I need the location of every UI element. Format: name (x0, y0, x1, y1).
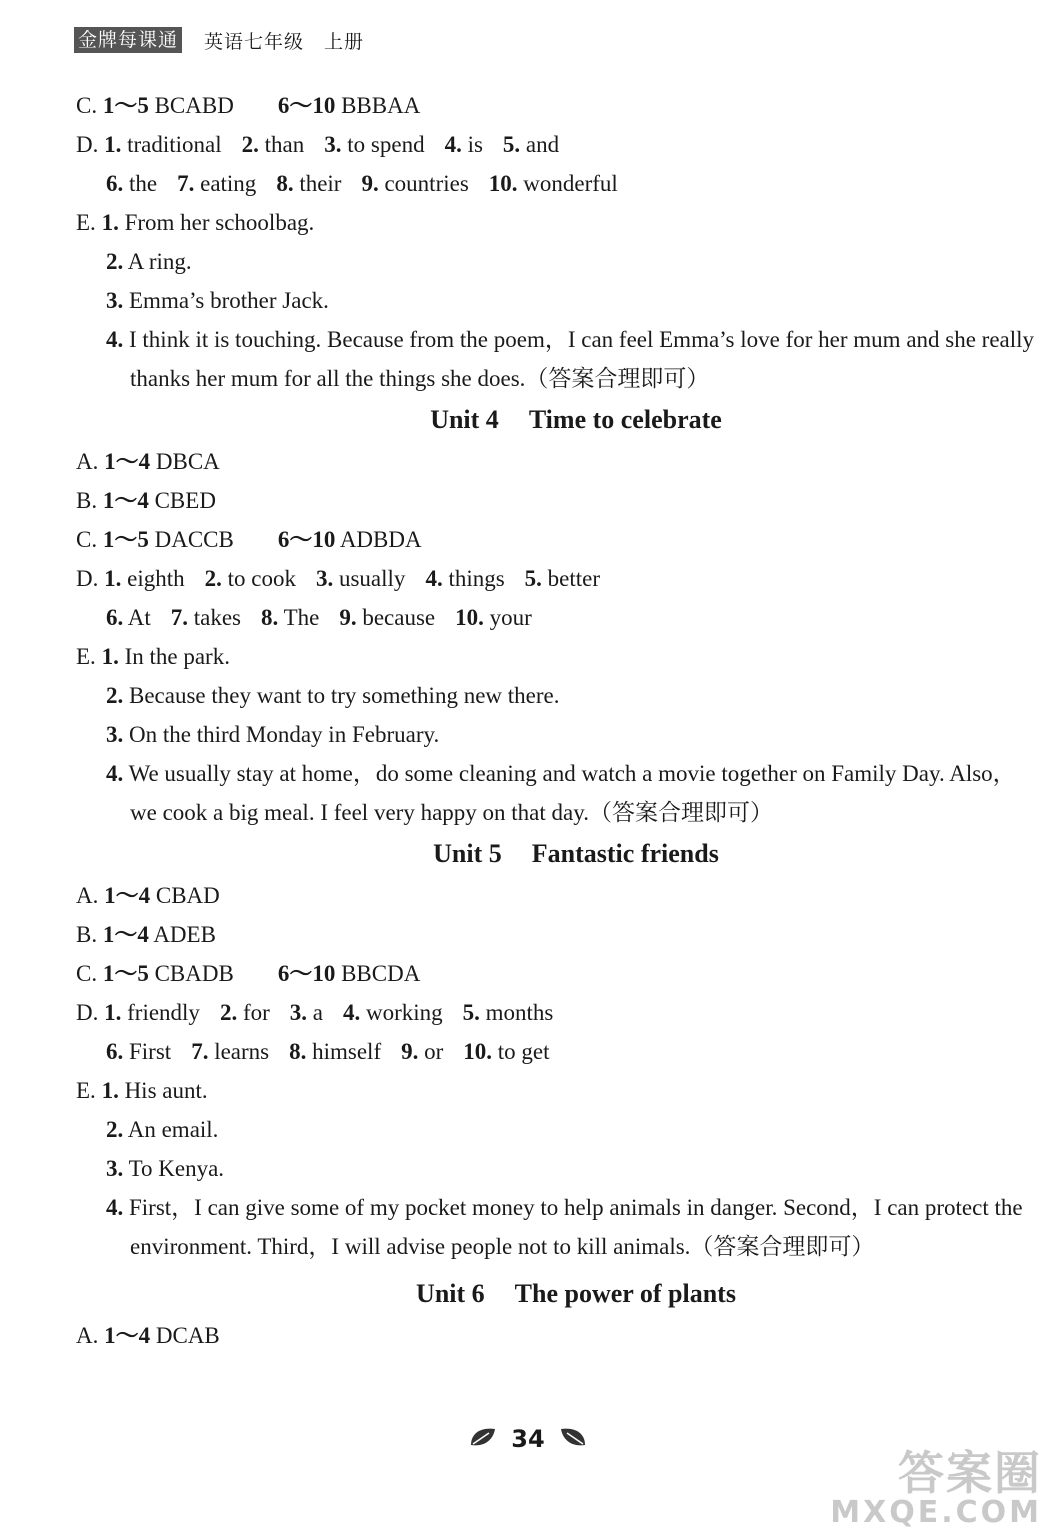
u4-section-e-item3: 3. On the third Monday in February. (106, 722, 440, 747)
unit-4-heading: Unit 4 Time to celebrate (430, 405, 722, 434)
u4-section-e-item2: 2. Because they want to try something new there. (106, 683, 560, 708)
leaf-icon-left (469, 1425, 497, 1455)
leaf-icon-right (559, 1425, 587, 1455)
watermark-logo-text: 答案圈 (898, 1446, 1042, 1500)
u3-section-e-item1: E. 1. From her schoolbag. (76, 210, 315, 235)
u5-section-e-item3: 3. To Kenya. (106, 1156, 225, 1181)
u5-section-d-line2: 6. First 7. learns 8. himself 9. or 10. to get (106, 1039, 550, 1064)
page-number: 34 (511, 1425, 545, 1453)
site-watermark (830, 1448, 1042, 1528)
u5-section-e-item2: 2. An email. (106, 1117, 219, 1142)
watermark-url: MXQE.COM (830, 1495, 1042, 1530)
u4-section-e-item4: 4. We usually stay at home，do some cleaning and watch a movie together on Family Day. Also，we cook a big meal. I feel very happy on that day.（答案合理即可） (106, 761, 1016, 825)
u4-section-d-line1: D. 1. eighth 2. to cook 3. usually 4. things 5. better (76, 566, 601, 591)
u5-section-d-line1: D. 1. friendly 2. for 3. a 4. working 5. months (76, 1000, 554, 1025)
u6-section-a: A. 1～4 DCAB (76, 1323, 220, 1348)
unit-6-heading: Unit 6 The power of plants (416, 1279, 736, 1308)
u5-section-a: A. 1～4 CBAD (76, 883, 220, 908)
answer-content (76, 86, 1036, 1355)
u5-section-b: B. 1～4 ADEB (76, 922, 216, 947)
u5-section-e-item4: 4. First，I can give some of my pocket money to help animals in danger. Second，I can protect the environment. Third，I will advise people not to kill animals.（答案合理即可） (106, 1195, 1023, 1259)
series-brand: 金牌每课通 (74, 27, 182, 53)
book-title: 英语七年级 上册 (204, 30, 365, 53)
u3-section-e-item4: 4. I think it is touching. Because from the poem，I can feel Emma’s love for her mum and she really thanks her mum for all the things she does.（答案合理即可） (106, 327, 1035, 391)
u3-section-e-item2: 2. A ring. (106, 249, 192, 274)
u3-section-e-item3: 3. Emma’s brother Jack. (106, 288, 329, 313)
page-header (74, 26, 364, 54)
u4-section-c: C. 1～5 DACCB 6～10 ADBDA (76, 527, 422, 552)
u3-section-c: C. 1～5 BCABD 6～10 BBBAA (76, 93, 421, 118)
u3-section-d-line2: 6. the 7. eating 8. their 9. countries 10. wonderful (106, 171, 618, 196)
unit-5-heading: Unit 5 Fantastic friends (433, 839, 719, 868)
u5-section-c: C. 1～5 CBADB 6～10 BBCDA (76, 961, 421, 986)
u4-section-e-item1: E. 1. In the park. (76, 644, 230, 669)
u3-section-d-line1: D. 1. traditional 2. than 3. to spend 4. is 5. and (76, 132, 560, 157)
u4-section-b: B. 1～4 CBED (76, 488, 216, 513)
u4-section-a: A. 1～4 DBCA (76, 449, 220, 474)
u5-section-e-item1: E. 1. His aunt. (76, 1078, 208, 1103)
u4-section-d-line2: 6. At 7. takes 8. The 9. because 10. your (106, 605, 532, 630)
